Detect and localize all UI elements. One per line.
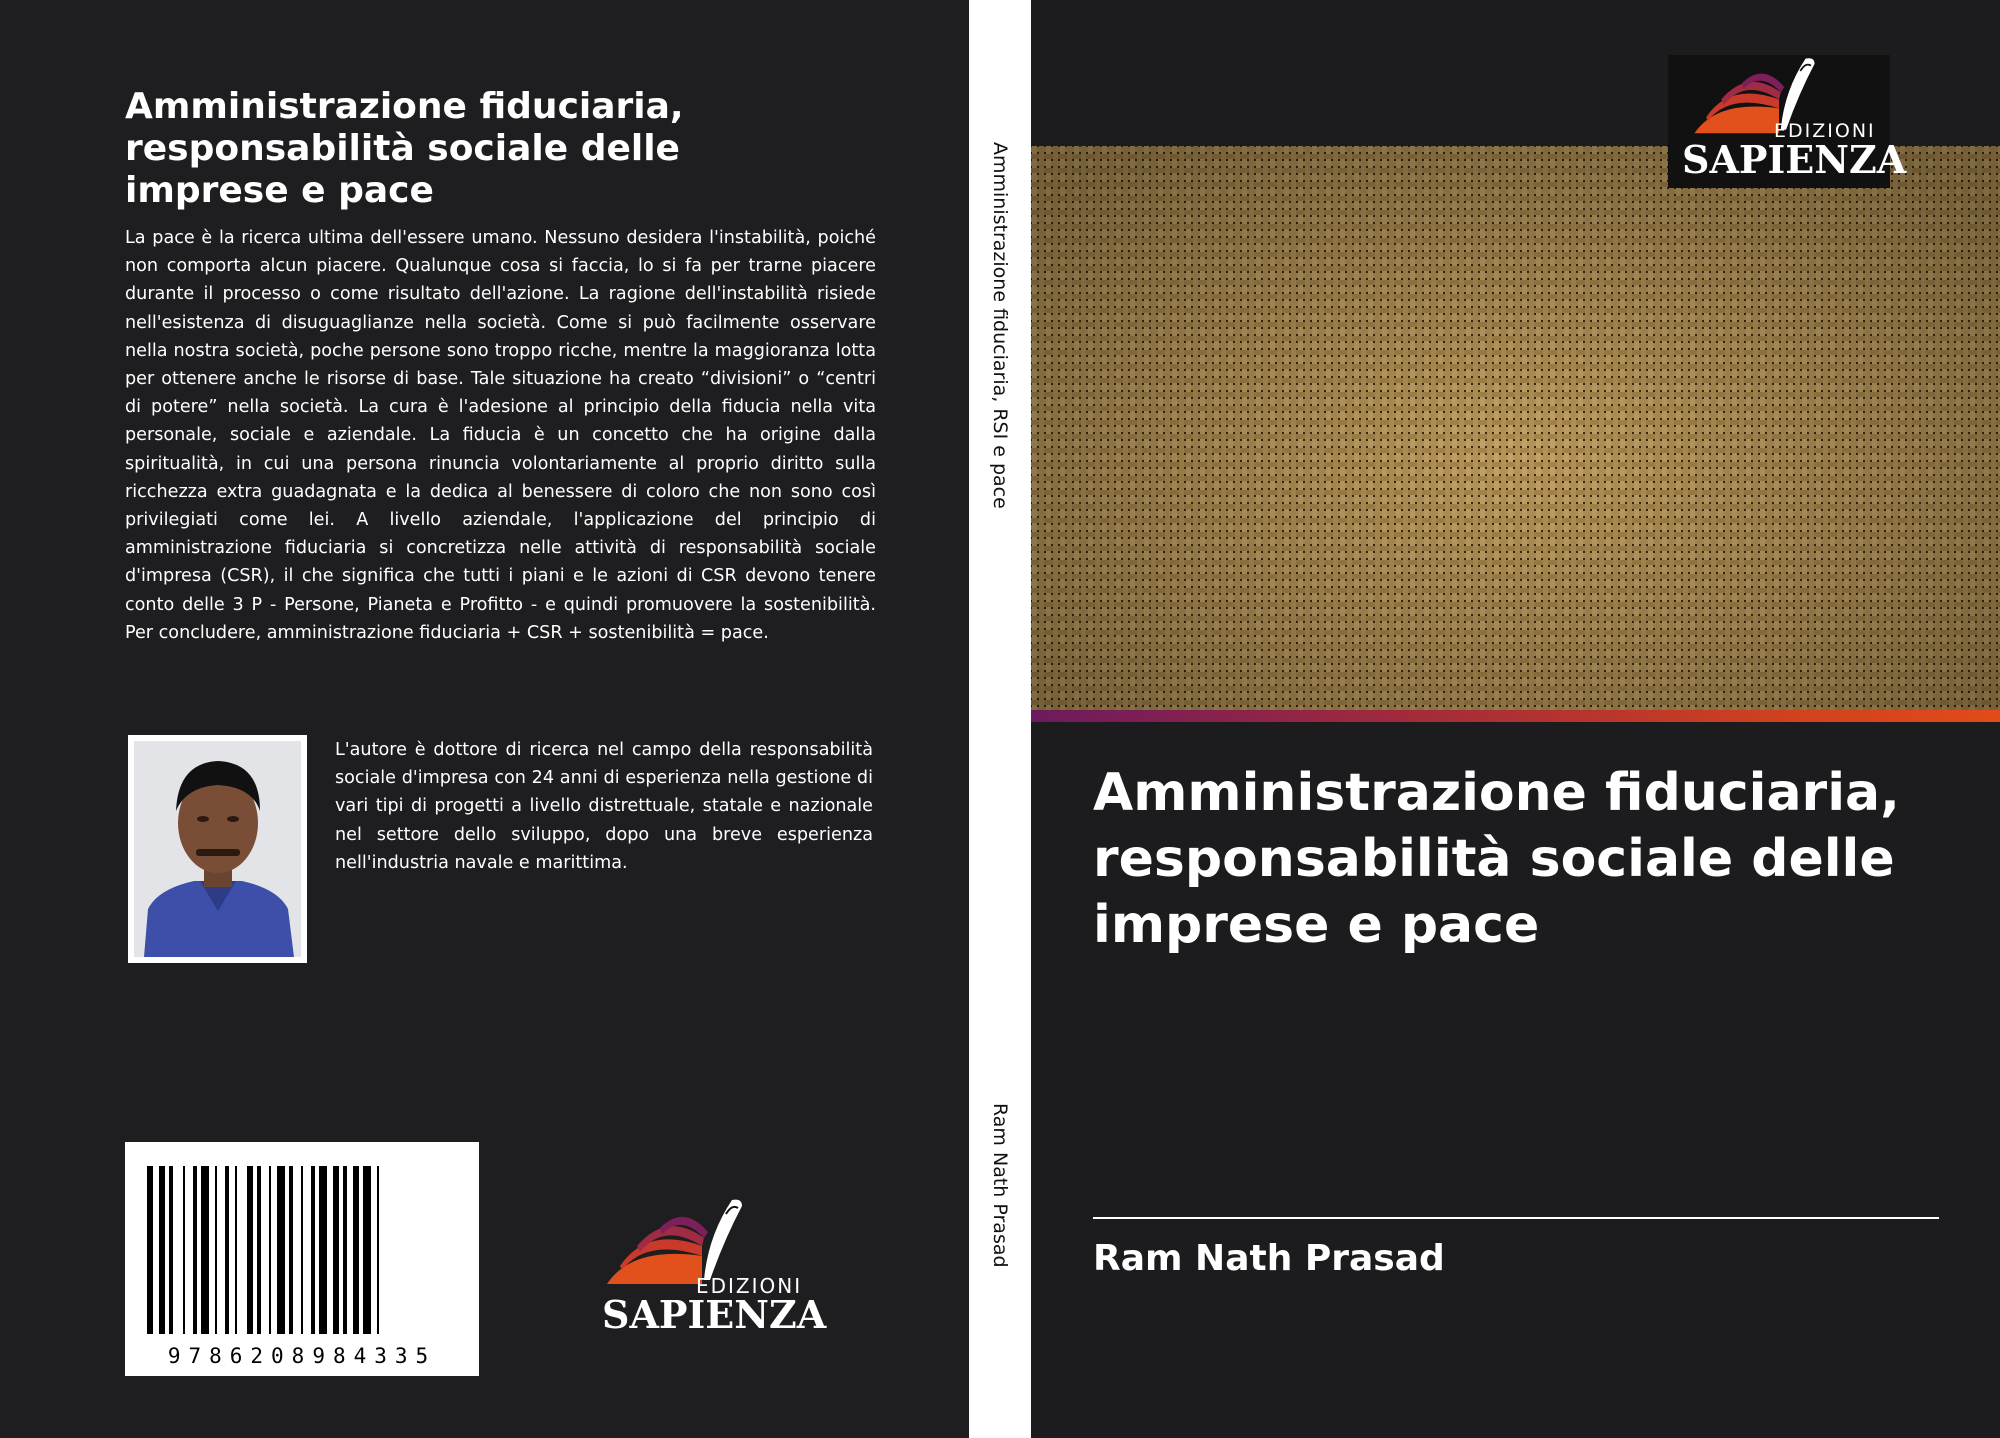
barcode-bar — [257, 1166, 261, 1334]
barcode-bar — [333, 1166, 339, 1334]
barcode-bar — [147, 1166, 153, 1334]
publisher-line2-back: SAPIENZA — [602, 1292, 827, 1337]
barcode-bar — [193, 1166, 197, 1334]
publisher-line1-front: EDIZIONI — [1774, 120, 1876, 142]
front-cover-author: Ram Nath Prasad — [1093, 1238, 1445, 1279]
fan-feather-icon — [592, 1196, 812, 1286]
barcode-bar — [319, 1166, 327, 1334]
isbn-barcode — [125, 1142, 479, 1376]
publisher-logo-front — [1668, 55, 1907, 188]
barcode-bar — [225, 1166, 229, 1334]
barcode-bar — [183, 1166, 185, 1334]
barcode-bar — [353, 1166, 359, 1334]
back-cover-title: Amministrazione fiduciaria, responsabilità sociale delle imprese e pace — [125, 86, 684, 211]
author-bio: L'autore è dottore di ricerca nel campo della responsabilità sociale d'impresa con 24 anni di esperienza nella gestione di vari tipi di progetti a livello distrettuale, statale e nazionale nel settore dello sviluppo, dopo una breve esperienza nell'industria navale e marittima. — [335, 740, 873, 873]
spine-title: Amministrazione fiduciaria, RSI e pace — [989, 142, 1011, 509]
publisher-logo-back — [592, 1196, 827, 1337]
barcode-bar — [277, 1166, 285, 1334]
publisher-line1-back: EDIZIONI — [696, 1274, 803, 1298]
publisher-line2-front: SAPIENZA — [1682, 137, 1907, 182]
burlap-texture-image — [1031, 146, 2000, 710]
barcode-bar — [269, 1166, 271, 1334]
barcode-bar — [289, 1166, 293, 1334]
barcode-bar — [301, 1166, 303, 1334]
barcode-bar — [215, 1166, 217, 1334]
color-stripe — [1031, 710, 2000, 722]
barcode-bar — [377, 1166, 379, 1334]
barcode-bars-icon — [125, 1142, 479, 1342]
isbn-digits: 9786208984335 — [167, 1344, 437, 1368]
barcode-bar — [247, 1166, 253, 1334]
barcode-bar — [235, 1166, 237, 1334]
author-photo — [128, 735, 307, 963]
spine-author: Ram Nath Prasad — [989, 1103, 1011, 1268]
barcode-bar — [343, 1166, 347, 1334]
burlap-texture-icon — [1031, 146, 2000, 710]
front-cover-title: Amministrazione fiduciaria, responsabilità sociale delle imprese e pace — [1093, 763, 1900, 955]
barcode-bar — [159, 1166, 165, 1334]
divider-rule — [1093, 1217, 1939, 1219]
barcode-bar — [201, 1166, 209, 1334]
barcode-bar — [363, 1166, 371, 1334]
back-cover-blurb: La pace è la ricerca ultima dell'essere umano. Nessuno desidera l'instabilità, poiché non comporta alcun piacere. Qualunque cosa si faccia, lo si fa per trarne piacere durante il processo o come risultato dell'azione. La ragione dell'instabilità risiede nell'esistenza di disuguaglianze nella società. Come si può facilmente osservare nella nostra società, poche persone sono troppo ricche, mentre la maggioranza lotta per ottenere anche le risorse di base. Tale situazione ha creato “divisioni” o “centri di potere” nella società. La cura è l'adesione al principio della fiducia nella vita personale, sociale e aziendale. La fiducia è un concetto che ha origine dalla spiritualità, in cui una persona rinuncia volontariamente al proprio diritto sulla ricchezza extra guadagnata e la dedica al benessere di coloro che non sono così privilegiati come lei. A livello aziendale, l'applicazione del principio di amministrazione fiduciaria si concretizza nelle attività di responsabilità sociale d'impresa (CSR), il che significa che tutti i piani e le azioni di CSR devono tenere conto delle 3 P - Persone, Pianeta e Profitto - e quindi promuovere la sostenibilità. Per concludere, amministrazione fiduciaria + CSR + sostenibilità = pace. — [125, 228, 876, 643]
barcode-bar — [169, 1166, 173, 1334]
barcode-bar — [311, 1166, 315, 1334]
author-portrait-icon — [134, 741, 301, 957]
